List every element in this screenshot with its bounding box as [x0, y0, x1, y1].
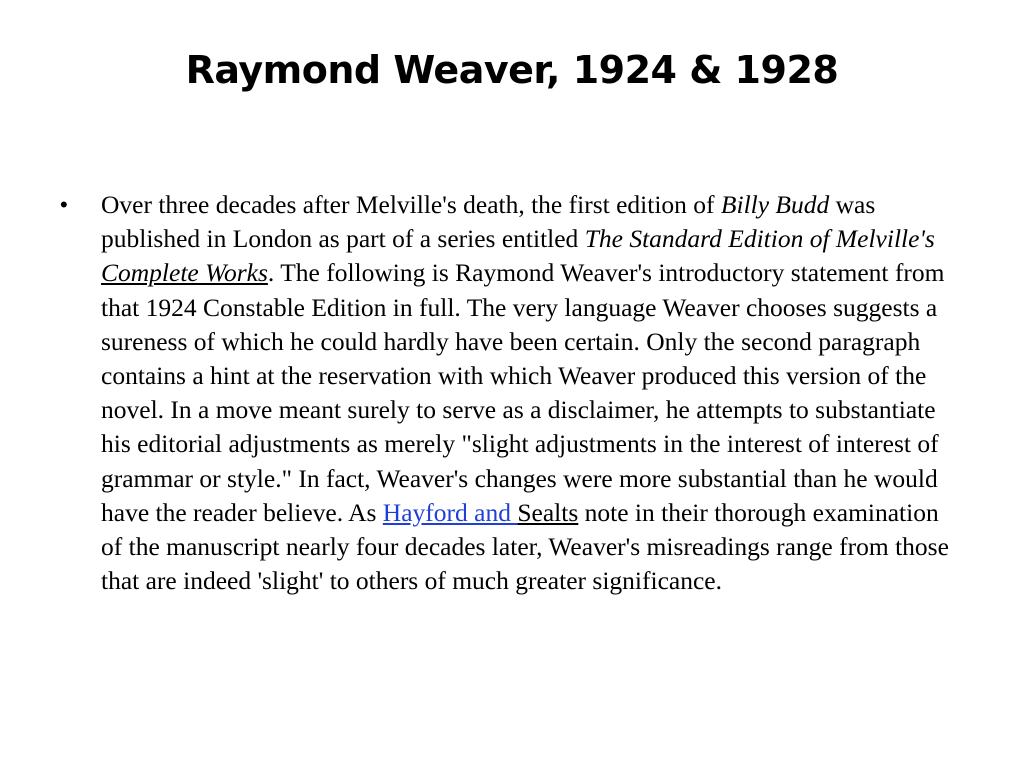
complete-works-title: Complete Works [101, 258, 268, 288]
bullet-marker: • [60, 192, 68, 217]
billy-budd-title: Billy Budd [720, 190, 830, 219]
sealts-text: Sealts [517, 497, 579, 527]
text-run-1: Over three decades after Melville's death, the first edition of [101, 190, 721, 219]
bullet-item [60, 188, 960, 598]
hayford-link[interactable]: Hayford and [382, 497, 518, 527]
text-run-3: . The following is Raymond Weaver's introductory statement from that 1924 Constable Edition in full. The very language Weaver chooses suggests a sureness of which he could hardly have been certain. Only the second paragraph contains a hint at the reservation with which Weaver produced this version of the novel. In a move meant surely to serve as a disclaimer, he attempts to substantiate his editorial adjustments as merely "slight adjustments in the interest of interest of grammar or style." In fact, Weaver's changes were more substantial than he would have the reader believe. As [101, 258, 945, 527]
text-run-4: note in their thorough examination of the manuscript nearly four decades later, Weaver's misreadings range from those that are indeed 'slight' to others of much greater significance. [101, 497, 949, 596]
bullet-list [60, 188, 960, 598]
text-run-2: was published in London as part of a series entitled [101, 190, 876, 254]
bullet-paragraph [101, 188, 960, 598]
series-title: The Standard Edition of Melville's [584, 224, 935, 254]
slide-title: Raymond Weaver, 1924 & 1928 [185, 48, 839, 92]
